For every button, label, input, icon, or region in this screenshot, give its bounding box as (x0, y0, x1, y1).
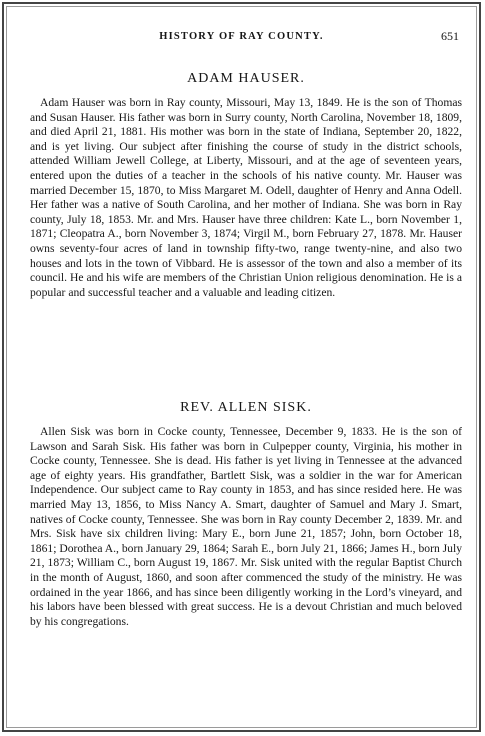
section-body: Allen Sisk was born in Cocke county, Tennessee, December 9, 1833. He is the son of Lawson and Sarah Sisk. His father was born in Culpepper county, Virginia, his mother in Cocke county, Tennessee. She is dead. His father is yet living in Tennessee at the advanced age of eighty years. His grandfather, Bartlett Sisk, was a soldier in the war for American Independence. Our subject came to Ray county in 1853, and has since resided here. He was married May 13, 1856, to Miss Nancy A. Smart, daughter of Samuel and Mary J. Smart, natives of Cocke county, Tennessee. She was born in Ray county December 2, 1839. Mr. and Mrs. Sisk have six children living: Mary E., born June 21, 1857; John, born October 18, 1861; Dorothea A., born January 29, 1864; Sarah E., born July 21, 1866; James H., born July 21, 1873; William C., born August 19, 1867. Mr. Sisk united with the regular Baptist Church in the month of August, 1860, and soon after commenced the study of the ministry. He was ordained in the year 1866, and has since been diligently working in the Lord’s vineyard, and his labors have been blessed with great success. He is a devout Christian and much beloved by his congregations. (30, 425, 462, 628)
biography-adam-hauser (30, 70, 462, 300)
page-header (4, 31, 479, 51)
page-frame (2, 2, 481, 732)
section-heading: REV. ALLEN SISK. (180, 400, 312, 415)
page-number: 651 (441, 29, 459, 43)
biography-allen-sisk (30, 399, 462, 629)
section-heading: ADAM HAUSER. (187, 71, 305, 86)
section-body: Adam Hauser was born in Ray county, Missouri, May 13, 1849. He is the son of Thomas and Susan Hauser. His father was born in Surry county, North Carolina, November 18, 1809, and died April 21, 1881. His mother was born in the state of Indiana, September 20, 1822, and is yet living. Our subject after finishing the course of study in the district schools, attended William Jewell College, at Liberty, Missouri, and at the age of seventeen years, entered upon the duties of a teacher in the schools of his native county. Mr. Hauser was married December 15, 1870, to Miss Margaret M. Odell, daughter of Henry and Anna Odell. Her father was a native of South Carolina, and her mother of Indiana. She was born in Ray county, July 18, 1853. Mr. and Mrs. Hauser have three children: Kate L., born November 1, 1871; Cleopatra A., born November 3, 1874; Virgil M., born February 27, 1878. Mr. Hauser owns seventy-four acres of land in township fifty-two, range twenty-nine, and also two houses and lots in the town of Vibbard. He is assessor of the town and also a member of its council. He and his wife are members of the Christian Union religious denomination. He is a popular and successful teacher and a valuable and leading citizen. (30, 96, 462, 299)
running-title: HISTORY OF RAY COUNTY. (159, 31, 324, 42)
